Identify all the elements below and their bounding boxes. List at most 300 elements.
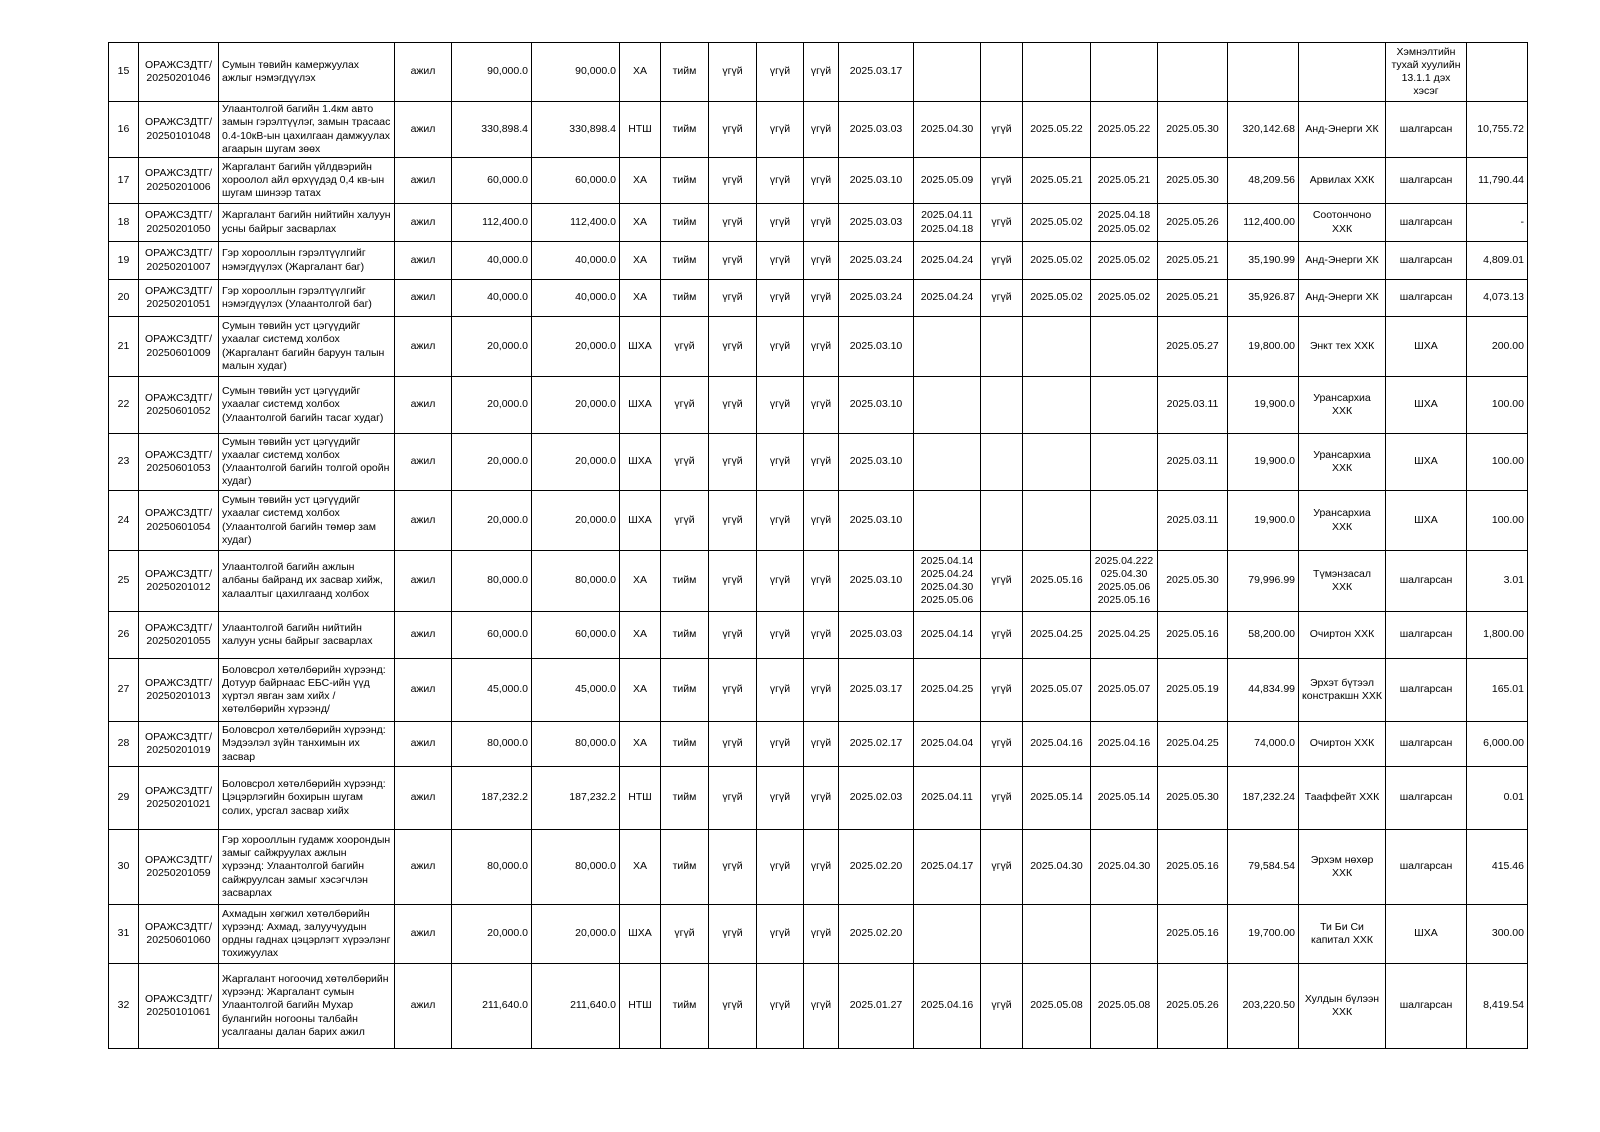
criterion-5: үгүй bbox=[981, 612, 1023, 659]
table-row bbox=[109, 551, 1528, 612]
notice-date: 2025.05.02 bbox=[1091, 242, 1158, 280]
estimated-cost: 90,000.0 bbox=[532, 43, 620, 102]
criterion-1: тийм bbox=[661, 551, 709, 612]
open-date bbox=[914, 43, 981, 102]
work-name: Боловсрол хөтөлбөрийн хүрээнд: Цэцэрлэгийн бохирын шугам солих, урсгал засвар хийх bbox=[219, 767, 395, 830]
criterion-2: үгүй bbox=[709, 280, 757, 317]
open-date bbox=[914, 434, 981, 491]
work-name: Жаргалант багийн үйлдвэрийн хороолол айл өрхүүдэд 0,4 кв-ын шугам шинээр татах bbox=[219, 158, 395, 204]
evaluation-date bbox=[1023, 317, 1091, 377]
evaluation-date: 2025.05.02 bbox=[1023, 204, 1091, 242]
row-number: 20 bbox=[109, 280, 139, 317]
evaluation-date: 2025.05.07 bbox=[1023, 659, 1091, 722]
estimated-cost: 20,000.0 bbox=[532, 905, 620, 964]
notice-date: 2025.05.14 bbox=[1091, 767, 1158, 830]
announce-date: 2025.01.27 bbox=[839, 964, 914, 1049]
saving-amount: 0.01 bbox=[1467, 767, 1528, 830]
criterion-5: үгүй bbox=[981, 722, 1023, 767]
work-name: Сумын төвийн уст цэгүүдийг ухаалаг системд холбох (Жаргалант багийн баруун талын малын худаг) bbox=[219, 317, 395, 377]
contract-date: 2025.05.21 bbox=[1158, 280, 1228, 317]
criterion-5: үгүй bbox=[981, 659, 1023, 722]
budget-amount: 80,000.0 bbox=[452, 830, 532, 905]
procurement-method: НТШ bbox=[620, 102, 661, 158]
contract-price: 48,209.56 bbox=[1228, 158, 1299, 204]
selection-status: ШХА bbox=[1386, 491, 1467, 551]
criterion-1: тийм bbox=[661, 830, 709, 905]
criterion-1: үгүй bbox=[661, 317, 709, 377]
saving-amount: 3.01 bbox=[1467, 551, 1528, 612]
open-date: 2025.04.16 bbox=[914, 964, 981, 1049]
procurement-code: ОРАЖСЗДТГ/ 20250201051 bbox=[139, 280, 219, 317]
criterion-2: үгүй bbox=[709, 905, 757, 964]
criterion-3: үгүй bbox=[757, 722, 804, 767]
supplier-name: Урансархиа ХХК bbox=[1299, 491, 1386, 551]
criterion-2: үгүй bbox=[709, 551, 757, 612]
criterion-3: үгүй bbox=[757, 434, 804, 491]
announce-date: 2025.03.03 bbox=[839, 612, 914, 659]
criterion-1: тийм bbox=[661, 280, 709, 317]
evaluation-date: 2025.05.22 bbox=[1023, 102, 1091, 158]
contract-price: 58,200.00 bbox=[1228, 612, 1299, 659]
table-row bbox=[109, 722, 1528, 767]
criterion-2: үгүй bbox=[709, 377, 757, 434]
announce-date: 2025.03.24 bbox=[839, 242, 914, 280]
announce-date: 2025.03.17 bbox=[839, 43, 914, 102]
supplier-name: Анд-Энерги ХК bbox=[1299, 102, 1386, 158]
procurement-code: ОРАЖСЗДТГ/ 20250601053 bbox=[139, 434, 219, 491]
supplier-name: Түмэнзасал ХХК bbox=[1299, 551, 1386, 612]
criterion-4: үгүй bbox=[804, 102, 839, 158]
row-number: 16 bbox=[109, 102, 139, 158]
work-name: Улаантолгой багийн 1.4км авто замын гэрэлтүүлэг, замын трасаас 0.4-10кВ-ын цахилгаан дамжуулах агаарын шугам зөөх bbox=[219, 102, 395, 158]
procurement-method: ХА bbox=[620, 722, 661, 767]
selection-status: шалгарсан bbox=[1386, 551, 1467, 612]
work-name: Ахмадын хөгжил хөтөлбөрийн хүрээнд: Ахмад, залуучуудын ордны гаднах цэцэрлэгт хүрээлэнг тохижуулах bbox=[219, 905, 395, 964]
supplier-name: Хулдын бүлээн ХХК bbox=[1299, 964, 1386, 1049]
announce-date: 2025.03.03 bbox=[839, 204, 914, 242]
budget-amount: 20,000.0 bbox=[452, 317, 532, 377]
open-date: 2025.04.11 2025.04.18 bbox=[914, 204, 981, 242]
saving-amount: 6,000.00 bbox=[1467, 722, 1528, 767]
criterion-1: тийм bbox=[661, 659, 709, 722]
criterion-1: тийм bbox=[661, 612, 709, 659]
criterion-4: үгүй bbox=[804, 551, 839, 612]
selection-status: шалгарсан bbox=[1386, 280, 1467, 317]
criterion-5: үгүй bbox=[981, 767, 1023, 830]
notice-date bbox=[1091, 317, 1158, 377]
work-name: Гэр хорооллын гэрэлтүүлгийг нэмэгдүүлэх (Улаантолгой баг) bbox=[219, 280, 395, 317]
selection-status: ШХА bbox=[1386, 905, 1467, 964]
criterion-4: үгүй bbox=[804, 659, 839, 722]
announce-date: 2025.03.24 bbox=[839, 280, 914, 317]
open-date: 2025.04.14 2025.04.24 2025.04.30 2025.05.06 bbox=[914, 551, 981, 612]
row-number: 26 bbox=[109, 612, 139, 659]
work-type: ажил bbox=[395, 612, 452, 659]
open-date: 2025.04.25 bbox=[914, 659, 981, 722]
evaluation-date: 2025.04.16 bbox=[1023, 722, 1091, 767]
estimated-cost: 187,232.2 bbox=[532, 767, 620, 830]
contract-date bbox=[1158, 43, 1228, 102]
procurement-method: ШХА bbox=[620, 434, 661, 491]
criterion-5: үгүй bbox=[981, 280, 1023, 317]
criterion-1: тийм bbox=[661, 964, 709, 1049]
supplier-name: Анд-Энерги ХК bbox=[1299, 242, 1386, 280]
contract-date: 2025.05.16 bbox=[1158, 612, 1228, 659]
notice-date: 2025.05.08 bbox=[1091, 964, 1158, 1049]
table-row bbox=[109, 964, 1528, 1049]
open-date bbox=[914, 491, 981, 551]
estimated-cost: 60,000.0 bbox=[532, 612, 620, 659]
table-row bbox=[109, 280, 1528, 317]
announce-date: 2025.03.03 bbox=[839, 102, 914, 158]
procurement-method: ШХА bbox=[620, 491, 661, 551]
contract-price bbox=[1228, 43, 1299, 102]
criterion-5: үгүй bbox=[981, 551, 1023, 612]
evaluation-date: 2025.04.25 bbox=[1023, 612, 1091, 659]
criterion-2: үгүй bbox=[709, 43, 757, 102]
budget-amount: 90,000.0 bbox=[452, 43, 532, 102]
work-type: ажил bbox=[395, 830, 452, 905]
announce-date: 2025.03.10 bbox=[839, 551, 914, 612]
estimated-cost: 20,000.0 bbox=[532, 377, 620, 434]
budget-amount: 40,000.0 bbox=[452, 280, 532, 317]
criterion-1: тийм bbox=[661, 158, 709, 204]
criterion-3: үгүй bbox=[757, 377, 804, 434]
criterion-5 bbox=[981, 317, 1023, 377]
row-number: 18 bbox=[109, 204, 139, 242]
saving-amount bbox=[1467, 43, 1528, 102]
selection-status: шалгарсан bbox=[1386, 767, 1467, 830]
budget-amount: 20,000.0 bbox=[452, 377, 532, 434]
work-name: Улаантолгой багийн нийтийн халуун усны байрыг засварлах bbox=[219, 612, 395, 659]
row-number: 17 bbox=[109, 158, 139, 204]
contract-price: 35,926.87 bbox=[1228, 280, 1299, 317]
criterion-5: үгүй bbox=[981, 242, 1023, 280]
saving-amount: - bbox=[1467, 204, 1528, 242]
work-type: ажил bbox=[395, 158, 452, 204]
criterion-3: үгүй bbox=[757, 491, 804, 551]
criterion-2: үгүй bbox=[709, 242, 757, 280]
contract-price: 187,232.24 bbox=[1228, 767, 1299, 830]
evaluation-date bbox=[1023, 434, 1091, 491]
announce-date: 2025.03.10 bbox=[839, 377, 914, 434]
table-row bbox=[109, 767, 1528, 830]
budget-amount: 80,000.0 bbox=[452, 551, 532, 612]
selection-status: ШХА bbox=[1386, 434, 1467, 491]
saving-amount: 300.00 bbox=[1467, 905, 1528, 964]
saving-amount: 4,073.13 bbox=[1467, 280, 1528, 317]
contract-price: 19,900.0 bbox=[1228, 491, 1299, 551]
row-number: 28 bbox=[109, 722, 139, 767]
announce-date: 2025.03.10 bbox=[839, 317, 914, 377]
contract-price: 203,220.50 bbox=[1228, 964, 1299, 1049]
notice-date bbox=[1091, 905, 1158, 964]
criterion-2: үгүй bbox=[709, 102, 757, 158]
supplier-name: Тааффейт ХХК bbox=[1299, 767, 1386, 830]
notice-date: 2025.04.25 bbox=[1091, 612, 1158, 659]
procurement-code: ОРАЖСЗДТГ/ 20250201019 bbox=[139, 722, 219, 767]
work-name: Сумын төвийн уст цэгүүдийг ухаалаг системд холбох (Улаантолгой багийн тасаг худаг) bbox=[219, 377, 395, 434]
row-number: 30 bbox=[109, 830, 139, 905]
criterion-3: үгүй bbox=[757, 102, 804, 158]
selection-status: шалгарсан bbox=[1386, 102, 1467, 158]
criterion-5: үгүй bbox=[981, 158, 1023, 204]
open-date bbox=[914, 317, 981, 377]
estimated-cost: 211,640.0 bbox=[532, 964, 620, 1049]
open-date: 2025.04.30 bbox=[914, 102, 981, 158]
contract-date: 2025.03.11 bbox=[1158, 491, 1228, 551]
supplier-name: Анд-Энерги ХК bbox=[1299, 280, 1386, 317]
evaluation-date: 2025.05.08 bbox=[1023, 964, 1091, 1049]
work-type: ажил bbox=[395, 905, 452, 964]
saving-amount: 165.01 bbox=[1467, 659, 1528, 722]
estimated-cost: 40,000.0 bbox=[532, 280, 620, 317]
notice-date: 2025.05.22 bbox=[1091, 102, 1158, 158]
criterion-5: үгүй bbox=[981, 964, 1023, 1049]
open-date: 2025.04.17 bbox=[914, 830, 981, 905]
saving-amount: 415.46 bbox=[1467, 830, 1528, 905]
table-row bbox=[109, 659, 1528, 722]
notice-date bbox=[1091, 491, 1158, 551]
criterion-4: үгүй bbox=[804, 491, 839, 551]
procurement-code: ОРАЖСЗДТГ/ 20250601052 bbox=[139, 377, 219, 434]
evaluation-date: 2025.05.16 bbox=[1023, 551, 1091, 612]
criterion-4: үгүй bbox=[804, 434, 839, 491]
procurement-code: ОРАЖСЗДТГ/ 20250601009 bbox=[139, 317, 219, 377]
contract-price: 44,834.99 bbox=[1228, 659, 1299, 722]
criterion-3: үгүй bbox=[757, 242, 804, 280]
selection-status: шалгарсан bbox=[1386, 659, 1467, 722]
selection-status: шалгарсан bbox=[1386, 830, 1467, 905]
table-row bbox=[109, 377, 1528, 434]
contract-date: 2025.05.16 bbox=[1158, 830, 1228, 905]
contract-price: 19,900.0 bbox=[1228, 377, 1299, 434]
procurement-method: НТШ bbox=[620, 767, 661, 830]
work-name: Боловсрол хөтөлбөрийн хүрээнд: Мэдээлэл зүйн танхимын их засвар bbox=[219, 722, 395, 767]
work-type: ажил bbox=[395, 377, 452, 434]
contract-price: 320,142.68 bbox=[1228, 102, 1299, 158]
evaluation-date: 2025.05.21 bbox=[1023, 158, 1091, 204]
contract-date: 2025.05.30 bbox=[1158, 158, 1228, 204]
announce-date: 2025.02.20 bbox=[839, 830, 914, 905]
open-date bbox=[914, 905, 981, 964]
procurement-method: ХА bbox=[620, 280, 661, 317]
row-number: 29 bbox=[109, 767, 139, 830]
row-number: 25 bbox=[109, 551, 139, 612]
procurement-code: ОРАЖСЗДТГ/ 20250201059 bbox=[139, 830, 219, 905]
contract-price: 79,996.99 bbox=[1228, 551, 1299, 612]
criterion-3: үгүй bbox=[757, 43, 804, 102]
contract-date: 2025.04.25 bbox=[1158, 722, 1228, 767]
contract-date: 2025.05.21 bbox=[1158, 242, 1228, 280]
saving-amount: 10,755.72 bbox=[1467, 102, 1528, 158]
notice-date bbox=[1091, 434, 1158, 491]
work-name: Гэр хорооллын гудамж хоорондын замыг сайжруулах ажлын хүрээнд: Улаантолгой багийн сайжруулсан замыг хэсэгчлэн засварлах bbox=[219, 830, 395, 905]
open-date: 2025.04.11 bbox=[914, 767, 981, 830]
criterion-1: тийм bbox=[661, 43, 709, 102]
estimated-cost: 20,000.0 bbox=[532, 434, 620, 491]
supplier-name: Эрхэт бүтээл констракшн ХХК bbox=[1299, 659, 1386, 722]
budget-amount: 20,000.0 bbox=[452, 434, 532, 491]
procurement-code: ОРАЖСЗДТГ/ 20250201055 bbox=[139, 612, 219, 659]
estimated-cost: 330,898.4 bbox=[532, 102, 620, 158]
estimated-cost: 80,000.0 bbox=[532, 830, 620, 905]
procurement-method: ХА bbox=[620, 659, 661, 722]
selection-status: шалгарсан bbox=[1386, 158, 1467, 204]
notice-date bbox=[1091, 43, 1158, 102]
contract-price: 19,800.00 bbox=[1228, 317, 1299, 377]
evaluation-date: 2025.04.30 bbox=[1023, 830, 1091, 905]
criterion-4: үгүй bbox=[804, 242, 839, 280]
supplier-name bbox=[1299, 43, 1386, 102]
estimated-cost: 20,000.0 bbox=[532, 491, 620, 551]
criterion-3: үгүй bbox=[757, 964, 804, 1049]
contract-price: 112,400.00 bbox=[1228, 204, 1299, 242]
criterion-3: үгүй bbox=[757, 612, 804, 659]
criterion-5: үгүй bbox=[981, 830, 1023, 905]
work-type: ажил bbox=[395, 242, 452, 280]
announce-date: 2025.02.20 bbox=[839, 905, 914, 964]
open-date: 2025.04.14 bbox=[914, 612, 981, 659]
saving-amount: 100.00 bbox=[1467, 491, 1528, 551]
row-number: 15 bbox=[109, 43, 139, 102]
criterion-5: үгүй bbox=[981, 204, 1023, 242]
criterion-4: үгүй bbox=[804, 158, 839, 204]
selection-status: шалгарсан bbox=[1386, 204, 1467, 242]
criterion-3: үгүй bbox=[757, 280, 804, 317]
work-type: ажил bbox=[395, 964, 452, 1049]
procurement-method: ШХА bbox=[620, 905, 661, 964]
procurement-code: ОРАЖСЗДТГ/ 20250101061 bbox=[139, 964, 219, 1049]
estimated-cost: 112,400.0 bbox=[532, 204, 620, 242]
open-date: 2025.04.04 bbox=[914, 722, 981, 767]
work-type: ажил bbox=[395, 767, 452, 830]
criterion-2: үгүй bbox=[709, 491, 757, 551]
saving-amount: 100.00 bbox=[1467, 434, 1528, 491]
procurement-method: ХА bbox=[620, 204, 661, 242]
saving-amount: 100.00 bbox=[1467, 377, 1528, 434]
open-date: 2025.04.24 bbox=[914, 242, 981, 280]
procurement-code: ОРАЖСЗДТГ/ 20250201050 bbox=[139, 204, 219, 242]
procurement-method: ХА bbox=[620, 612, 661, 659]
criterion-2: үгүй bbox=[709, 659, 757, 722]
procurement-code: ОРАЖСЗДТГ/ 20250601060 bbox=[139, 905, 219, 964]
supplier-name: Арвилах ХХК bbox=[1299, 158, 1386, 204]
criterion-1: тийм bbox=[661, 102, 709, 158]
notice-date: 2025.05.21 bbox=[1091, 158, 1158, 204]
contract-date: 2025.05.30 bbox=[1158, 767, 1228, 830]
procurement-code: ОРАЖСЗДТГ/ 20250201007 bbox=[139, 242, 219, 280]
row-number: 32 bbox=[109, 964, 139, 1049]
criterion-4: үгүй bbox=[804, 204, 839, 242]
criterion-5 bbox=[981, 43, 1023, 102]
budget-amount: 20,000.0 bbox=[452, 491, 532, 551]
contract-date: 2025.05.30 bbox=[1158, 102, 1228, 158]
procurement-method: ХА bbox=[620, 551, 661, 612]
table-row bbox=[109, 317, 1528, 377]
evaluation-date: 2025.05.02 bbox=[1023, 242, 1091, 280]
contract-date: 2025.05.26 bbox=[1158, 964, 1228, 1049]
supplier-name: Ти Би Си капитал ХХК bbox=[1299, 905, 1386, 964]
criterion-5 bbox=[981, 377, 1023, 434]
evaluation-date bbox=[1023, 491, 1091, 551]
supplier-name: Очиртон ХХК bbox=[1299, 612, 1386, 659]
row-number: 24 bbox=[109, 491, 139, 551]
open-date: 2025.05.09 bbox=[914, 158, 981, 204]
contract-price: 19,900.0 bbox=[1228, 434, 1299, 491]
work-type: ажил bbox=[395, 659, 452, 722]
criterion-3: үгүй bbox=[757, 767, 804, 830]
row-number: 23 bbox=[109, 434, 139, 491]
budget-amount: 330,898.4 bbox=[452, 102, 532, 158]
criterion-3: үгүй bbox=[757, 905, 804, 964]
selection-status: шалгарсан bbox=[1386, 612, 1467, 659]
work-name: Боловсрол хөтөлбөрийн хүрээнд: Дотуур байрнаас ЕБС-ийн үүд хүртэл явган зам хийх /хөтөлбөрийн хүрээнд/ bbox=[219, 659, 395, 722]
procurement-code: ОРАЖСЗДТГ/ 20250201006 bbox=[139, 158, 219, 204]
estimated-cost: 60,000.0 bbox=[532, 158, 620, 204]
estimated-cost: 45,000.0 bbox=[532, 659, 620, 722]
contract-date: 2025.05.16 bbox=[1158, 905, 1228, 964]
procurement-code: ОРАЖСЗДТГ/ 20250201012 bbox=[139, 551, 219, 612]
criterion-2: үгүй bbox=[709, 204, 757, 242]
announce-date: 2025.02.03 bbox=[839, 767, 914, 830]
criterion-4: үгүй bbox=[804, 830, 839, 905]
work-name: Улаантолгой багийн ажлын албаны байранд их засвар хийж, халаалтыг цахилгаанд холбох bbox=[219, 551, 395, 612]
contract-date: 2025.05.30 bbox=[1158, 551, 1228, 612]
work-type: ажил bbox=[395, 491, 452, 551]
criterion-2: үгүй bbox=[709, 612, 757, 659]
work-name: Гэр хорооллын гэрэлтүүлгийг нэмэгдүүлэх (Жаргалант баг) bbox=[219, 242, 395, 280]
criterion-4: үгүй bbox=[804, 280, 839, 317]
announce-date: 2025.03.10 bbox=[839, 434, 914, 491]
row-number: 31 bbox=[109, 905, 139, 964]
criterion-4: үгүй bbox=[804, 905, 839, 964]
criterion-1: тийм bbox=[661, 204, 709, 242]
criterion-4: үгүй bbox=[804, 612, 839, 659]
open-date: 2025.04.24 bbox=[914, 280, 981, 317]
notice-date: 2025.04.16 bbox=[1091, 722, 1158, 767]
supplier-name: Эрхэм нөхөр ХХК bbox=[1299, 830, 1386, 905]
procurement-code: ОРАЖСЗДТГ/ 20250101048 bbox=[139, 102, 219, 158]
selection-status: Хэмнэлтийн тухай хуулийн 13.1.1 дэх хэсэг bbox=[1386, 43, 1467, 102]
row-number: 22 bbox=[109, 377, 139, 434]
criterion-3: үгүй bbox=[757, 830, 804, 905]
work-type: ажил bbox=[395, 722, 452, 767]
work-type: ажил bbox=[395, 280, 452, 317]
work-name: Жаргалант ногоочид хөтөлбөрийн хүрээнд: Жаргалант сумын Улаантолгой багийн Мухар булангийн ногооны талбайн усалгааны далан барих ажил bbox=[219, 964, 395, 1049]
criterion-1: үгүй bbox=[661, 434, 709, 491]
table-row bbox=[109, 830, 1528, 905]
evaluation-date bbox=[1023, 43, 1091, 102]
evaluation-date: 2025.05.02 bbox=[1023, 280, 1091, 317]
procurement-method: ХА bbox=[620, 158, 661, 204]
work-name: Сумын төвийн уст цэгүүдийг ухаалаг системд холбох (Улаантолгой багийн толгой оройн худаг) bbox=[219, 434, 395, 491]
procurement-method: ХА bbox=[620, 242, 661, 280]
announce-date: 2025.03.10 bbox=[839, 491, 914, 551]
contract-date: 2025.03.11 bbox=[1158, 434, 1228, 491]
table-row bbox=[109, 102, 1528, 158]
criterion-5: үгүй bbox=[981, 102, 1023, 158]
estimated-cost: 40,000.0 bbox=[532, 242, 620, 280]
criterion-2: үгүй bbox=[709, 767, 757, 830]
supplier-name: Очиртон ХХК bbox=[1299, 722, 1386, 767]
work-name: Сумын төвийн уст цэгүүдийг ухаалаг системд холбох (Улаантолгой багийн төмөр зам худаг) bbox=[219, 491, 395, 551]
selection-status: шалгарсан bbox=[1386, 964, 1467, 1049]
estimated-cost: 20,000.0 bbox=[532, 317, 620, 377]
criterion-3: үгүй bbox=[757, 317, 804, 377]
criterion-1: үгүй bbox=[661, 377, 709, 434]
work-type: ажил bbox=[395, 102, 452, 158]
